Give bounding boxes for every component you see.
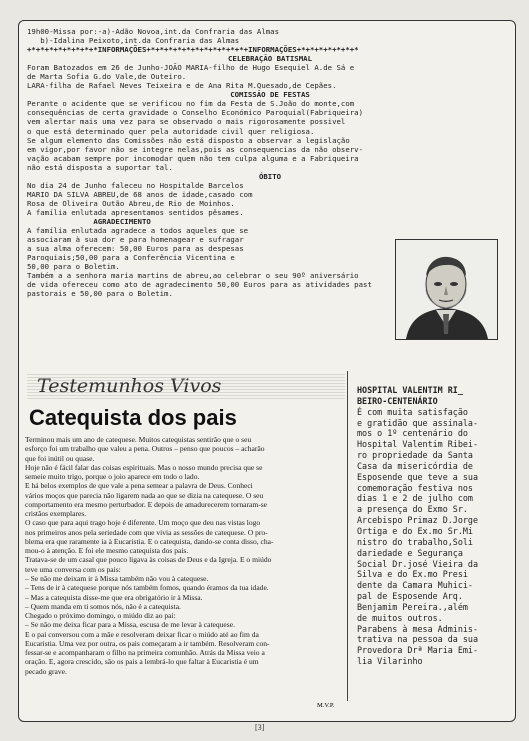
article-line: – Tens de ir à catequese porque nós também fomos, quando éramos da tua idade. bbox=[25, 583, 269, 593]
hospital-text-line: Arcebispo Primaz D.Jorge bbox=[357, 515, 479, 526]
banner-title: Testemunhos Vivos bbox=[37, 375, 222, 397]
article-line: E há belos exemplos de que vale a pena semear a palavra de Deus. Conheci bbox=[25, 481, 253, 491]
hospital-text-line: Esposende que teve a sua bbox=[357, 471, 479, 482]
hospital-text-line: de muitos outros. bbox=[357, 612, 443, 623]
hospital-text-line: É com muita satisfação bbox=[357, 406, 468, 417]
announcement-line: CELEBRAÇÃO BATISMAL bbox=[227, 54, 312, 64]
announcement-line: A família enlutada agradece a todos aqueles que se bbox=[27, 226, 249, 236]
hospital-text-line: Casa da misericórdia de bbox=[357, 460, 473, 471]
article-line: O caso que para aqui trago hoje é diferente. Um moço que deu nas vistas logo bbox=[25, 518, 261, 528]
bulletin-page bbox=[18, 20, 516, 722]
hospital-text-line: dariedade e Segurança bbox=[357, 547, 463, 558]
article-line: Hoje não é fácil falar das coisas espirituais. Mas o nosso mundo precisa que se bbox=[25, 462, 263, 472]
article-line: teve uma conversa com os pais: bbox=[25, 564, 121, 574]
announcement-line: 19h00-Missa por:-a)-Adão Novoa,int.da Confraria das Almas bbox=[27, 27, 280, 36]
hospital-text-line: a presença do Exmo Sr. bbox=[357, 504, 468, 515]
article-title: Catequista dos pais bbox=[29, 405, 237, 430]
hospital-text-line: e gratidão que assinala- bbox=[357, 417, 479, 428]
hospital-text-line: Provedora Drª Maria Emi- bbox=[357, 645, 479, 656]
article-line: Tratava-se de um casal que pouco ligava às coisas de Deus e da Igreja. E o miúdo bbox=[25, 555, 272, 565]
hospital-text-line: nistro do trabalho,Soli bbox=[357, 536, 473, 547]
article-line: Chegado o próximo domingo, o miúdo diz ao pai: bbox=[25, 611, 176, 621]
announcement-line: ÓBITO bbox=[258, 171, 282, 181]
announcement-line: MARIO DA SILVA ABREU,de 68 anos de idade,casado com bbox=[27, 189, 253, 199]
article-line: Eucaristia. Uma vez por outra, os pais começaram a ir também. Resolveram con- bbox=[25, 638, 270, 648]
article-line: pecado grave. bbox=[25, 666, 67, 676]
article-line: E o pai conversou com a mãe e resolveram deixar ficar o miúdo até ao fim da bbox=[25, 629, 259, 639]
article-line: fessar-se e acompanharam o filho na primeira comunhão. Atrás da Missa veio a bbox=[25, 648, 265, 658]
article-line: comportamento era mesmo perturbador. E depois de amadurecerem tornaram-se bbox=[25, 499, 268, 509]
hospital-text-line: trativa na pessoa da sua bbox=[357, 634, 479, 645]
announcement-line: No dia 24 de Junho faleceu no Hospitalde Barcelos bbox=[27, 180, 244, 190]
hospital-heading-line: HOSPITAL VALENTIM RI_ bbox=[357, 385, 463, 395]
article-line: Terminou mais um ano de catequese. Muitos catequistas sentirão que o seu bbox=[25, 435, 252, 444]
hospital-heading-line: BEIRO-CENTENÁRIO bbox=[357, 395, 438, 406]
article-line: que foi inútil ou quase. bbox=[25, 453, 95, 463]
hospital-column bbox=[357, 385, 478, 667]
article-body bbox=[25, 435, 347, 676]
announcement-line: não está disposta a suportar tal. bbox=[27, 162, 173, 172]
announcement-line: o que está determinado quer pela autoridade civil quer religiosa. bbox=[27, 126, 315, 136]
announcement-line: Foram Batozados em 26 de Junho-JOÃO MARIA-filho de Hugo Esequiel A.de Sá e bbox=[27, 63, 355, 73]
hospital-text-line: Parabens à mesa Adminis- bbox=[357, 623, 479, 634]
announcement-line: Se algum elemento das Comissões não está disposto a observar a legislação bbox=[27, 135, 350, 145]
hospital-text-line: dias 1 e 2 de julho com bbox=[357, 493, 473, 504]
hospital-text-line: dente da Camara Muhici- bbox=[357, 580, 473, 591]
announcement-line: b)-Idalina Peixoto,int.da Confraria das Almas bbox=[27, 36, 240, 46]
announcement-line: 50,00 para o Boletim. bbox=[27, 262, 120, 272]
announcement-line: Também a a senhora maria martins de abreu,ao celebrar o seu 90º aniversário bbox=[27, 271, 359, 281]
article-line: esforço foi um trabalho que valeu a pena. Outros – penso que poucos – acharão bbox=[25, 444, 265, 454]
article-line: blema era que raramente ia à Eucaristia. E o catequista, dando-se conta disso, cha- bbox=[25, 536, 274, 546]
article-line: oração. E, agora crescido, são os pais a lembrá-lo que faltar à Eucaristia é um bbox=[25, 657, 259, 667]
announcement-line: associaram à sua dor e para homenagear e sufragar bbox=[27, 235, 244, 245]
article-line: – Se não me deixa ficar para a Missa, escusa de me levar à catequese. bbox=[25, 620, 235, 630]
announcement-line: Paroquiais;50,00 para a Conferência Vicentina e bbox=[27, 253, 235, 263]
article-line: – Quem manda em ti somos nós, não é a catequista. bbox=[25, 601, 181, 611]
hospital-text-line: mos o 1º centenário do bbox=[357, 428, 468, 439]
article-line: mou-o à atenção. E foi ele mesmo catequista dos pais. bbox=[25, 546, 189, 556]
article-line: nos primeiros anos pela seriedade com que vivia as sessões de catequese. O pro- bbox=[25, 527, 268, 537]
hospital-text-line: Social Dr.josé Vieira da bbox=[357, 558, 479, 569]
article-signature: M.V.P. bbox=[317, 702, 335, 709]
announcement-line: Rosa de Oliveira Outão Abreu,de Rio de Moinhos. bbox=[27, 198, 235, 208]
announcement-line: vação acabam sempre por incomodar quem não tem culpa alguma e a Fabriqueira bbox=[27, 153, 359, 163]
hospital-text-line: Silva e do Ex.mo Presi bbox=[357, 569, 468, 580]
article-line: – Se não me deixam ir à Missa também não vou à catequese. bbox=[25, 573, 209, 583]
announcement-line: a sua alma oferecem: 50,00 Euros para as despesas bbox=[27, 244, 244, 254]
deceased-portrait bbox=[395, 239, 498, 340]
article-line: – Mas a catequista disse-me que era obrigatório ir à Missa. bbox=[25, 592, 203, 602]
article-line: cristãos exemplares. bbox=[25, 509, 87, 519]
announcement-line: COMISSÃO DE FESTAS bbox=[230, 90, 310, 100]
hospital-text-line: lia Vilarinho bbox=[357, 656, 423, 667]
announcement-line: Perante o acidente que se verificou no fim da Festa de S.João do monte,com bbox=[27, 99, 355, 109]
announcement-line: LARA-filha de Rafael Neves Teixeira e de Ana Rita M.Quesado,de Cepães. bbox=[27, 81, 337, 91]
announcement-line: vem alertar mais uma vez para se observado o mais rigorosamente possivel bbox=[27, 117, 346, 127]
column-divider bbox=[347, 371, 348, 701]
hospital-text-line: Benjamim Pereira.,além bbox=[357, 601, 468, 612]
hospital-text-line: pal de Esposende Arq. bbox=[357, 591, 463, 602]
hospital-text-line: Ortiga e do Ex.mo Sr.Mi bbox=[357, 525, 473, 536]
announcement-line: de Marta Sofia G.do Vale,de Outeiro. bbox=[27, 72, 187, 82]
announcement-line: de vida ofereceu como ato de agradecimento 50,00 Euros para as atividades past bbox=[27, 280, 372, 290]
article-line: semeie muito trigo, porque o joio aparece em todo o lado. bbox=[25, 472, 200, 482]
announcement-line: consequências de certa gravidade o Conselho Económico Paroquial(Fabriqueira) bbox=[27, 108, 364, 118]
announcement-line: em vigor,por favor não se integre nelas,pois as consequencias da não observ- bbox=[27, 144, 364, 154]
announcement-line: AGRADECIMENTO bbox=[27, 216, 151, 226]
announcement-line: pastorais e 50,00 para o Boletim. bbox=[27, 289, 173, 299]
hospital-text-line: ro propriedade da Santa bbox=[357, 450, 473, 461]
article-line: vários moços que parecia não ligarem nada ao que se dizia na catequese. O seu bbox=[25, 490, 264, 500]
page-number: [3] bbox=[255, 723, 265, 732]
hospital-text-line: comemoração festiva nos bbox=[357, 482, 473, 493]
announcement-line: +*+*+*+*+*+*+*+*INFORMAÇÕES+*+*+*+*+*+*+*+*+*+*+*+INFORMAÇÕES+*+*+*+*+*+*+* bbox=[27, 45, 359, 55]
hospital-text-line: Hospital Valentim Ribei- bbox=[357, 439, 479, 450]
testemunhos-vivos-banner bbox=[27, 374, 345, 399]
announcement-line: A família enlutada apresentamos sentidos pêsames. bbox=[27, 207, 244, 217]
